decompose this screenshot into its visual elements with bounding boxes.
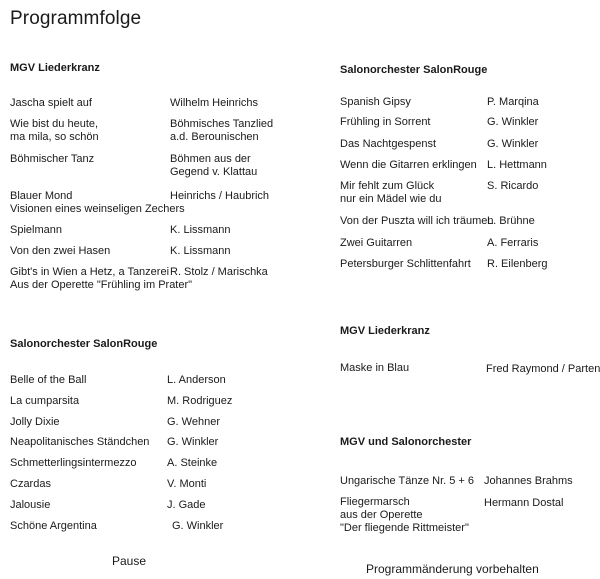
section-heading-left-1: MGV Liederkranz [10, 62, 100, 74]
piece-title: Böhmischer Tanz [10, 153, 95, 165]
composer-name: Fred Raymond / Parten [486, 363, 600, 375]
composer-name: L. Brühne [487, 215, 535, 227]
piece-title: Schmetterlingsintermezzo [10, 457, 137, 469]
composer-name: M. Rodriguez [167, 395, 233, 407]
composer-name: Hermann Dostal [484, 497, 564, 509]
piece-title: Jolly Dixie [10, 416, 60, 428]
piece-title: La cumparsita [10, 395, 80, 407]
piece-title: Czardas [10, 478, 51, 490]
piece-title: Blauer Mond Visionen eines weinseligen Zechers [10, 190, 185, 215]
piece-title: Das Nachtgespenst [340, 138, 436, 150]
piece-title: Spielmann [10, 224, 62, 236]
composer-name: L. Hettmann [487, 159, 547, 171]
piece-title: Belle of the Ball [10, 374, 87, 386]
piece-title: Von der Puszta will ich träumen [340, 215, 494, 227]
change-notice: Programmänderung vorbehalten [366, 562, 539, 576]
composer-name: K. Lissmann [170, 245, 231, 257]
piece-title: Von den zwei Hasen [10, 245, 111, 257]
section-heading-right-1: Salonorchester SalonRouge [340, 64, 488, 76]
piece-title: Neapolitanisches Ständchen [10, 436, 150, 448]
composer-name: R. Stolz / Marischka [170, 266, 268, 278]
composer-name: G. Winkler [172, 520, 224, 532]
pause-note: Pause [112, 554, 147, 568]
piece-title: Mir fehlt zum Glück nur ein Mädel wie du [340, 180, 442, 205]
composer-name: A. Ferraris [487, 237, 539, 249]
piece-title: Ungarische Tänze Nr. 5 + 6 [340, 475, 475, 487]
composer-name: G. Winkler [487, 138, 539, 150]
piece-title: Jascha spielt auf [10, 97, 92, 109]
composer-name: R. Eilenberg [487, 258, 548, 270]
composer-name: Böhmen aus der Gegend v. Klattau [170, 153, 258, 178]
composer-name: L. Anderson [167, 374, 226, 386]
composer-name: Wilhelm Heinrichs [170, 97, 259, 109]
piece-title: Jalousie [10, 499, 51, 511]
piece-title: Maske in Blau [340, 362, 410, 374]
piece-title: Zwei Guitarren [340, 237, 413, 249]
piece-title: Wenn die Gitarren erklingen [340, 159, 477, 171]
piece-title: Schöne Argentina [10, 520, 97, 532]
composer-name: V. Monti [167, 478, 207, 490]
composer-name: Heinrichs / Haubrich [170, 190, 270, 202]
composer-name: Johannes Brahms [484, 475, 573, 487]
section-heading-right-2: MGV Liederkranz [340, 325, 430, 337]
piece-title: Frühling in Sorrent [340, 116, 431, 128]
piece-title: Gibt's in Wien a Hetz, a Tanzerei Aus der Operette "Frühling im Prater" [10, 266, 193, 291]
page-title: Programmfolge [10, 8, 142, 29]
section-heading-right-3: MGV und Salonorchester [340, 436, 472, 448]
composer-name: P. Marqina [487, 96, 539, 108]
composer-name: G. Winkler [167, 436, 219, 448]
composer-name: G. Wehner [167, 416, 220, 428]
composer-name: K. Lissmann [170, 224, 231, 236]
composer-name: A. Steinke [167, 457, 218, 469]
composer-name: J. Gade [167, 499, 206, 511]
composer-name: G. Winkler [487, 116, 539, 128]
piece-title: Petersburger Schlittenfahrt [340, 258, 471, 270]
section-heading-left-2: Salonorchester SalonRouge [10, 338, 158, 350]
piece-title: Spanish Gipsy [340, 96, 411, 108]
composer-name: Böhmisches Tanzlied a.d. Berounischen [170, 118, 274, 143]
piece-title: Wie bist du heute, ma mila, so schön [10, 118, 99, 143]
composer-name: S. Ricardo [487, 180, 539, 192]
piece-title: Fliegermarsch aus der Operette "Der fliegende Rittmeister" [340, 496, 469, 534]
